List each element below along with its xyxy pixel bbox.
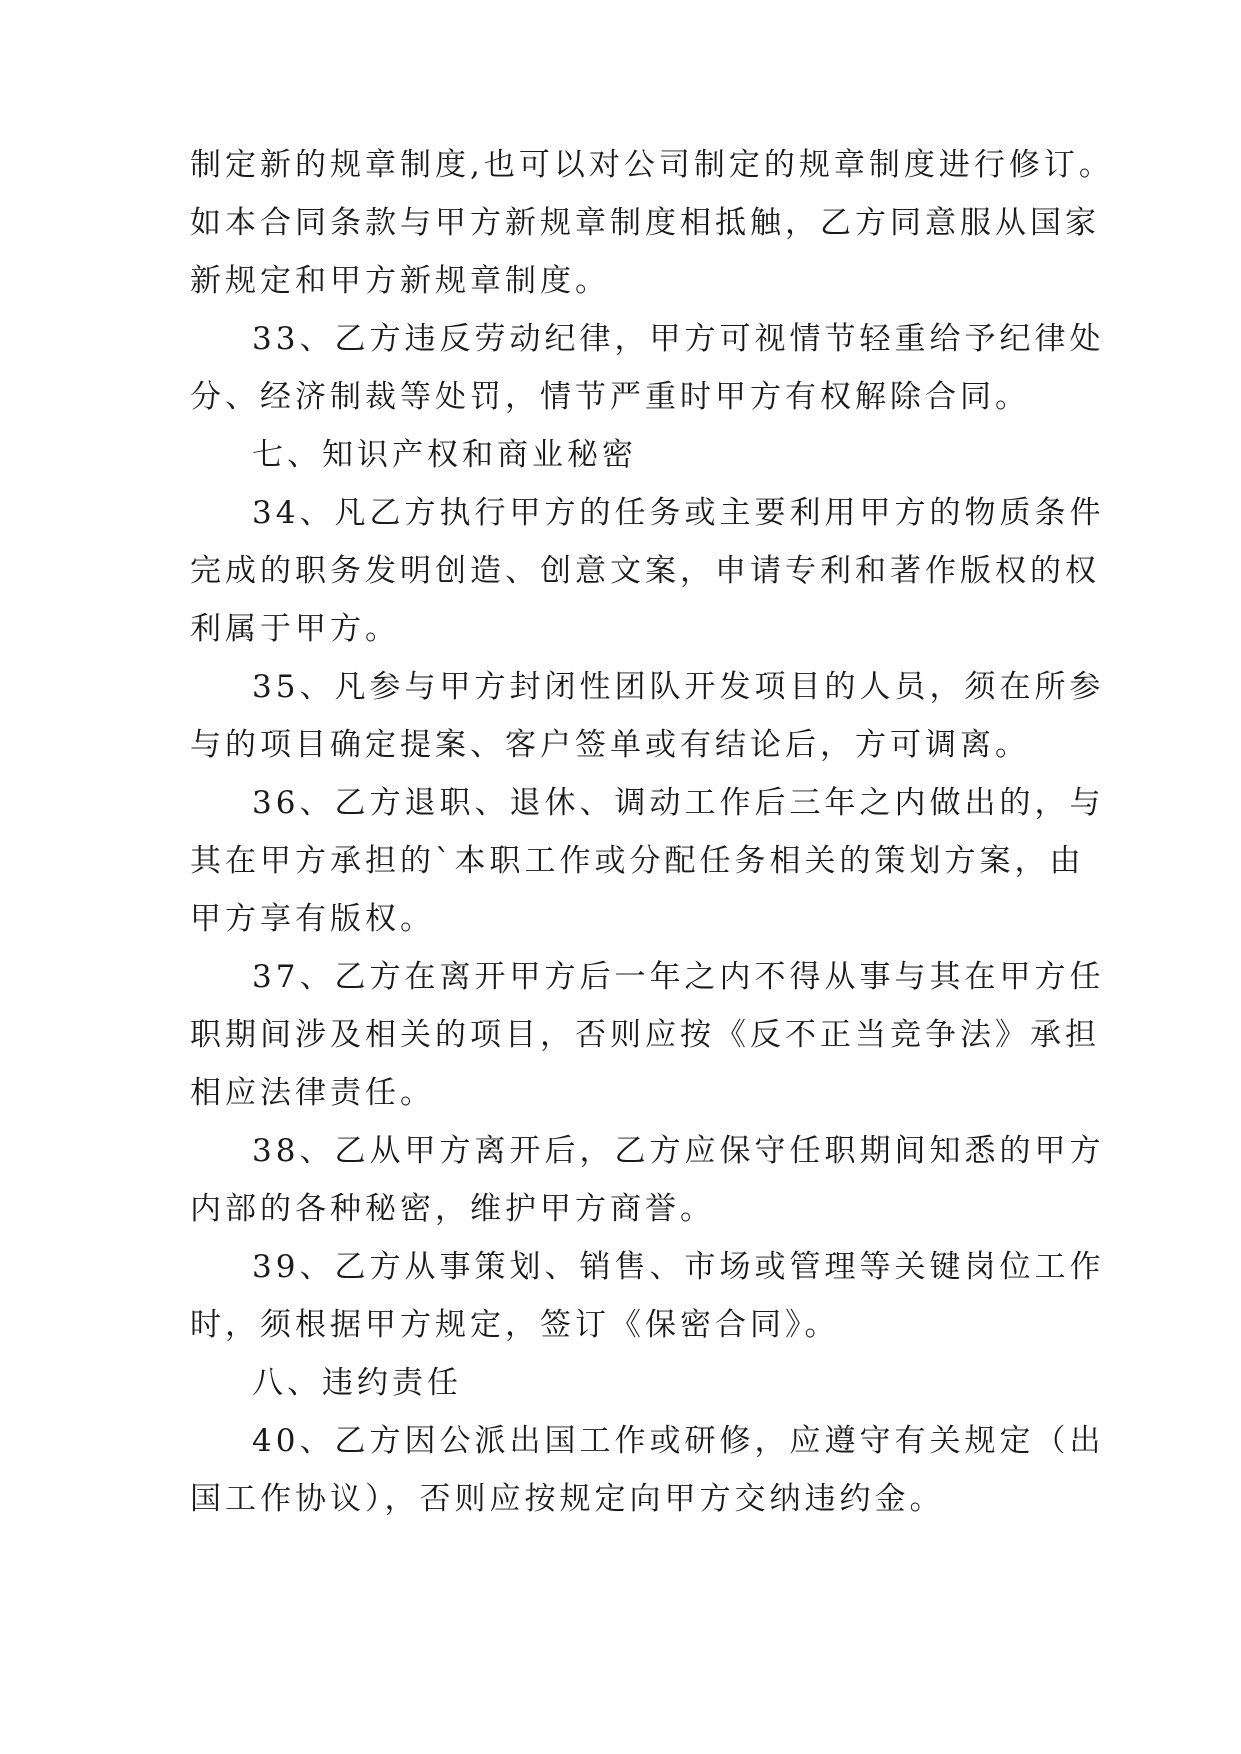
text-line: 时，须根据甲方规定，签订《保密合同》。 bbox=[190, 1307, 840, 1343]
text-line: 内部的各种秘密，维护甲方商誉。 bbox=[190, 1191, 715, 1227]
text-line: 制定新的规章制度,也可以对公司制定的规章制度进行修订。 bbox=[190, 147, 1114, 183]
text-line: 新规定和甲方新规章制度。 bbox=[190, 263, 610, 299]
text-line: 甲方享有版权。 bbox=[190, 901, 435, 937]
paragraph-33-start: 33、乙方违反劳动纪律，甲方可视情节轻重给予纪律处 bbox=[252, 321, 1105, 357]
text-line: 利属于甲方。 bbox=[190, 611, 400, 647]
text-line: 与的项目确定提案、客户签单或有结论后，方可调离。 bbox=[190, 727, 1030, 763]
text-line: 其在甲方承担的`本职工作或分配任务相关的策划方案，由 bbox=[190, 843, 1085, 879]
text-line: 职期间涉及相关的项目，否则应按《反不正当竞争法》承担 bbox=[190, 1017, 1100, 1053]
text-line: 完成的职务发明创造、创意文案，申请专利和著作版权的权 bbox=[190, 553, 1100, 589]
text-line: 如本合同条款与甲方新规章制度相抵触，乙方同意服从国家 bbox=[190, 205, 1100, 241]
section-heading-7: 七、知识产权和商业秘密 bbox=[252, 437, 637, 473]
text-line: 分、经济制裁等处罚，情节严重时甲方有权解除合同。 bbox=[190, 379, 1030, 415]
paragraph-34-start: 34、凡乙方执行甲方的任务或主要利用甲方的物质条件 bbox=[252, 495, 1105, 531]
paragraph-37-start: 37、乙方在离开甲方后一年之内不得从事与其在甲方任 bbox=[252, 959, 1105, 995]
paragraph-40-start: 40、乙方因公派出国工作或研修，应遵守有关规定（出 bbox=[252, 1423, 1105, 1459]
text-line: 国工作协议），否则应按规定向甲方交纳违约金。 bbox=[190, 1481, 945, 1517]
section-heading-8: 八、违约责任 bbox=[252, 1365, 462, 1401]
paragraph-38-start: 38、乙从甲方离开后，乙方应保守任职期间知悉的甲方 bbox=[252, 1133, 1105, 1169]
paragraph-39-start: 39、乙方从事策划、销售、市场或管理等关键岗位工作 bbox=[252, 1249, 1105, 1285]
paragraph-36-start: 36、乙方退职、退休、调动工作后三年之内做出的，与 bbox=[252, 785, 1105, 821]
paragraph-35-start: 35、凡参与甲方封闭性团队开发项目的人员，须在所参 bbox=[252, 669, 1105, 705]
text-line: 相应法律责任。 bbox=[190, 1075, 435, 1111]
